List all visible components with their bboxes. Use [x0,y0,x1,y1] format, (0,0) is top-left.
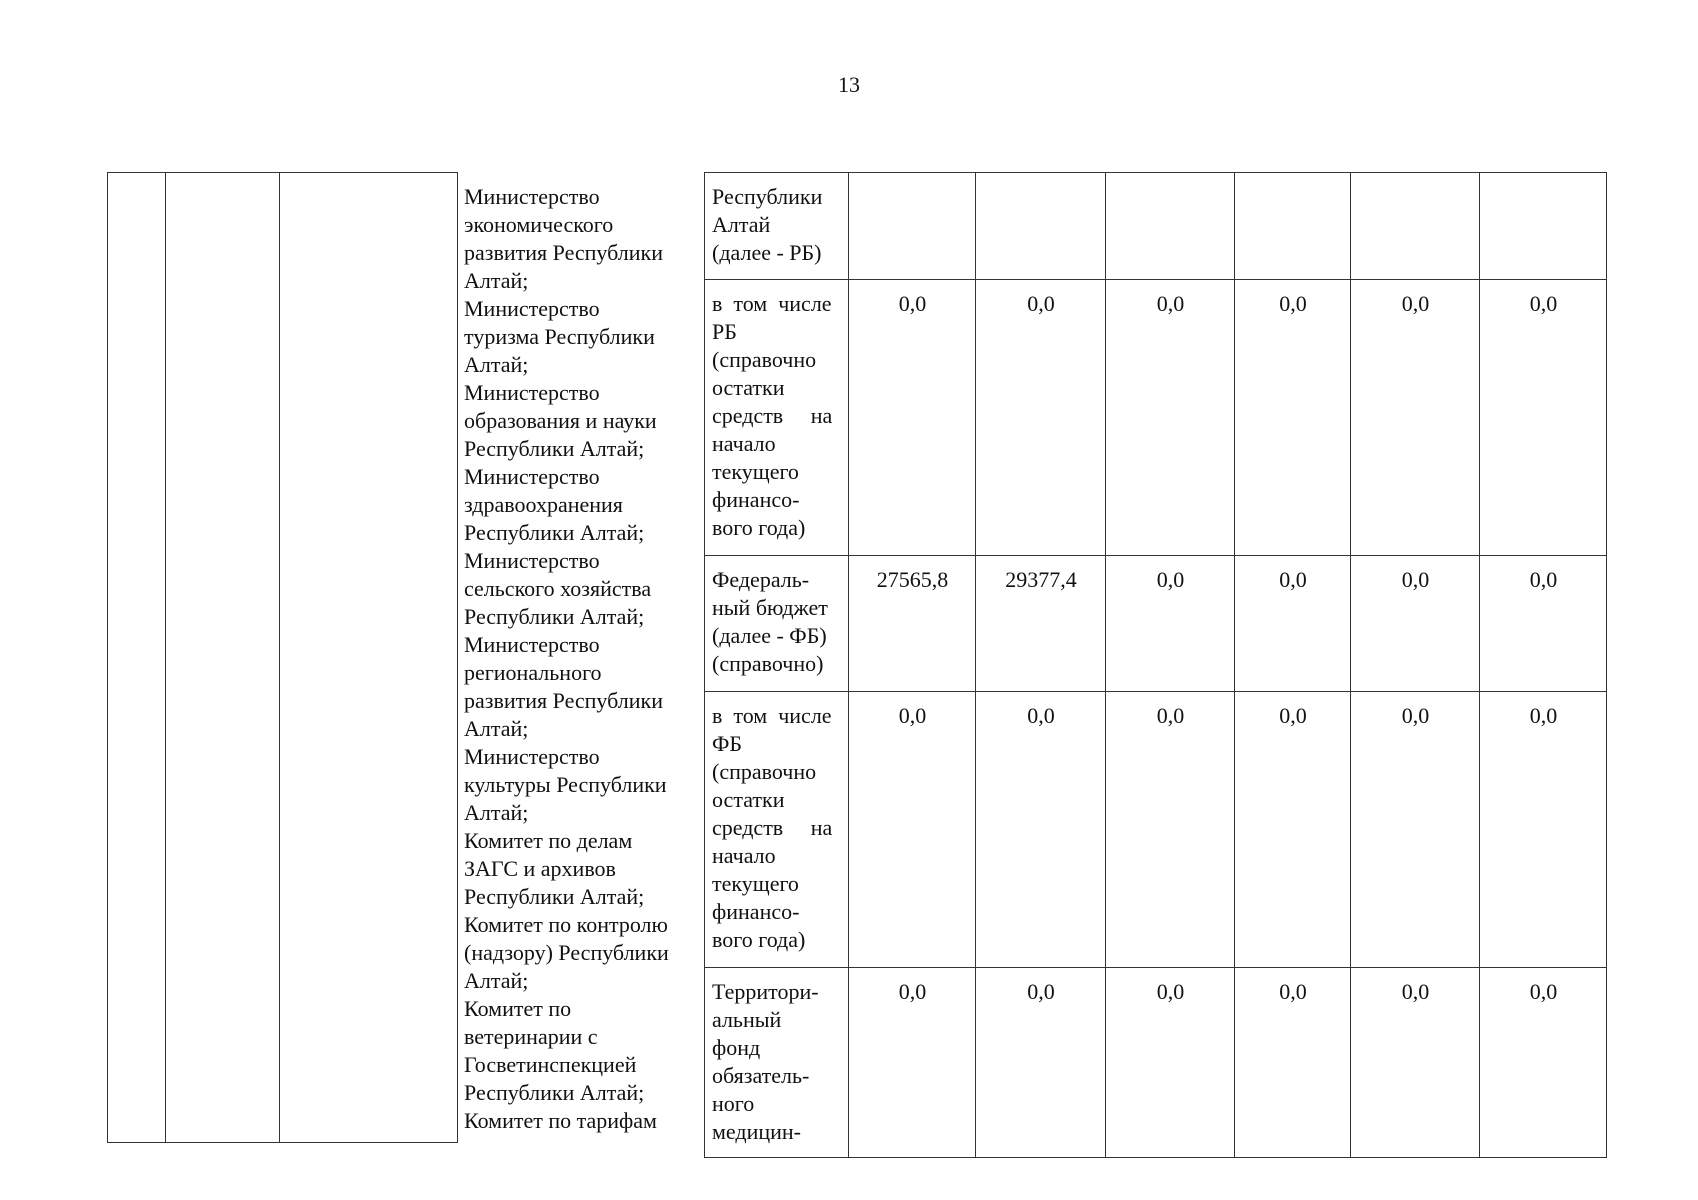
value-cell: 0,0 [1480,968,1607,1158]
funding-table [704,172,1607,1158]
value-cell: 0,0 [1106,692,1235,968]
funding-source-line: ФБ [712,731,743,756]
funding-source-line: (далее - РБ) [712,240,822,265]
value-cell: 0,0 [1480,556,1607,692]
value-cell [849,173,976,280]
executor-line: Министерство [464,380,600,405]
executor-line: сельского хозяйства [464,576,652,601]
executor-line: Комитет по контролю [464,912,668,937]
executor-line: регионального [464,660,602,685]
executor-line: экономического [464,212,614,237]
executor-line: ЗАГС и архивов [464,856,616,881]
value-cell [1106,173,1235,280]
executor-line: Алтай; [464,268,529,293]
funding-source-line: медицин- [712,1119,802,1144]
funding-source-line: средств на [712,403,833,428]
funding-source-line: Алтай [712,212,771,237]
table-row [705,280,1607,556]
executor-line: Министерство [464,184,600,209]
executor-line: Министерство [464,464,600,489]
funding-source-line: обязатель- [712,1063,810,1088]
funding-source-line: начало [712,431,776,456]
value-cell: 0,0 [1235,280,1351,556]
funding-source-cell [705,968,849,1158]
executor-line: туризма Республики [464,324,655,349]
empty-columns-block [107,172,458,1143]
funding-source-cell [705,173,849,280]
executor-line: Комитет по [464,996,572,1021]
column-divider [279,173,280,1142]
value-cell: 0,0 [1106,968,1235,1158]
funding-source-line: альный [712,1007,782,1032]
executor-line: Комитет по делам [464,828,633,853]
value-cell: 0,0 [1480,692,1607,968]
value-cell: 27565,8 [849,556,976,692]
table-row [705,556,1607,692]
executor-line: Республики Алтай; [464,1080,645,1105]
table-row [705,968,1607,1158]
value-cell: 0,0 [976,968,1106,1158]
executor-line: развития Республики [464,688,663,713]
executor-line: развития Республики [464,240,663,265]
funding-source-line: текущего [712,459,799,484]
funding-source-line: финансо- [712,487,800,512]
executor-line: Алтай; [464,968,529,993]
value-cell: 0,0 [849,280,976,556]
funding-source-line: (справочно [712,759,817,784]
executor-line: (надзору) Республики [464,940,669,965]
funding-source-line: текущего [712,871,799,896]
value-cell: 0,0 [849,692,976,968]
funding-source-line: вого года) [712,515,806,540]
value-cell [1480,173,1607,280]
funding-source-line: Республики [712,184,823,209]
funding-source-line: (справочно [712,347,817,372]
value-cell: 0,0 [1351,280,1480,556]
value-cell: 0,0 [1351,968,1480,1158]
value-cell: 0,0 [1351,692,1480,968]
executor-line: ветеринарии с [464,1024,598,1049]
value-cell: 0,0 [1235,968,1351,1158]
value-cell: 0,0 [1235,556,1351,692]
funding-source-line: остатки [712,787,785,812]
funding-source-line: финансо- [712,899,800,924]
executor-line: Министерство [464,296,600,321]
funding-source-cell [705,280,849,556]
executor-line: Республики Алтай; [464,520,645,545]
executor-line: Республики Алтай; [464,604,645,629]
funding-source-line: в том числе [712,703,832,728]
value-cell [976,173,1106,280]
executors-list [464,183,698,1135]
value-cell: 0,0 [1235,692,1351,968]
executor-line: Республики Алтай; [464,436,645,461]
funding-source-line: Территори- [712,979,819,1004]
value-cell: 0,0 [1106,280,1235,556]
executor-line: Алтай; [464,716,529,741]
value-cell: 0,0 [976,692,1106,968]
executor-line: образования и науки [464,408,657,433]
value-cell [1351,173,1480,280]
value-cell: 29377,4 [976,556,1106,692]
value-cell: 0,0 [1106,556,1235,692]
funding-source-line: начало [712,843,776,868]
value-cell: 0,0 [1351,556,1480,692]
executor-line: Министерство [464,548,600,573]
funding-source-cell [705,692,849,968]
executor-line: Алтай; [464,352,529,377]
executor-line: Министерство [464,744,600,769]
executor-line: здравоохранения [464,492,623,517]
funding-source-line: остатки [712,375,785,400]
value-cell: 0,0 [1480,280,1607,556]
table-row [705,173,1607,280]
value-cell [1235,173,1351,280]
funding-source-line: вого года) [712,927,806,952]
value-cell: 0,0 [976,280,1106,556]
column-divider [165,173,166,1142]
funding-source-line: в том числе [712,291,832,316]
value-cell: 0,0 [849,968,976,1158]
funding-source-line: ный бюджет [712,595,828,620]
funding-source-line: Федераль- [712,567,810,592]
funding-source-cell [705,556,849,692]
table-row [705,692,1607,968]
executor-line: Алтай; [464,800,529,825]
funding-source-line: РБ [712,319,737,344]
page-number: 13 [838,72,860,97]
funding-source-line: (далее - ФБ) [712,623,827,648]
executor-line: Министерство [464,632,600,657]
funding-source-line: ного [712,1091,755,1116]
executor-line: Комитет по тарифам [464,1108,657,1133]
executor-line: Республики Алтай; [464,884,645,909]
executor-line: культуры Республики [464,772,667,797]
funding-source-line: фонд [712,1035,761,1060]
executor-line: Госветинспекцией [464,1052,637,1077]
funding-source-line: средств на [712,815,833,840]
funding-source-line: (справочно) [712,651,824,676]
